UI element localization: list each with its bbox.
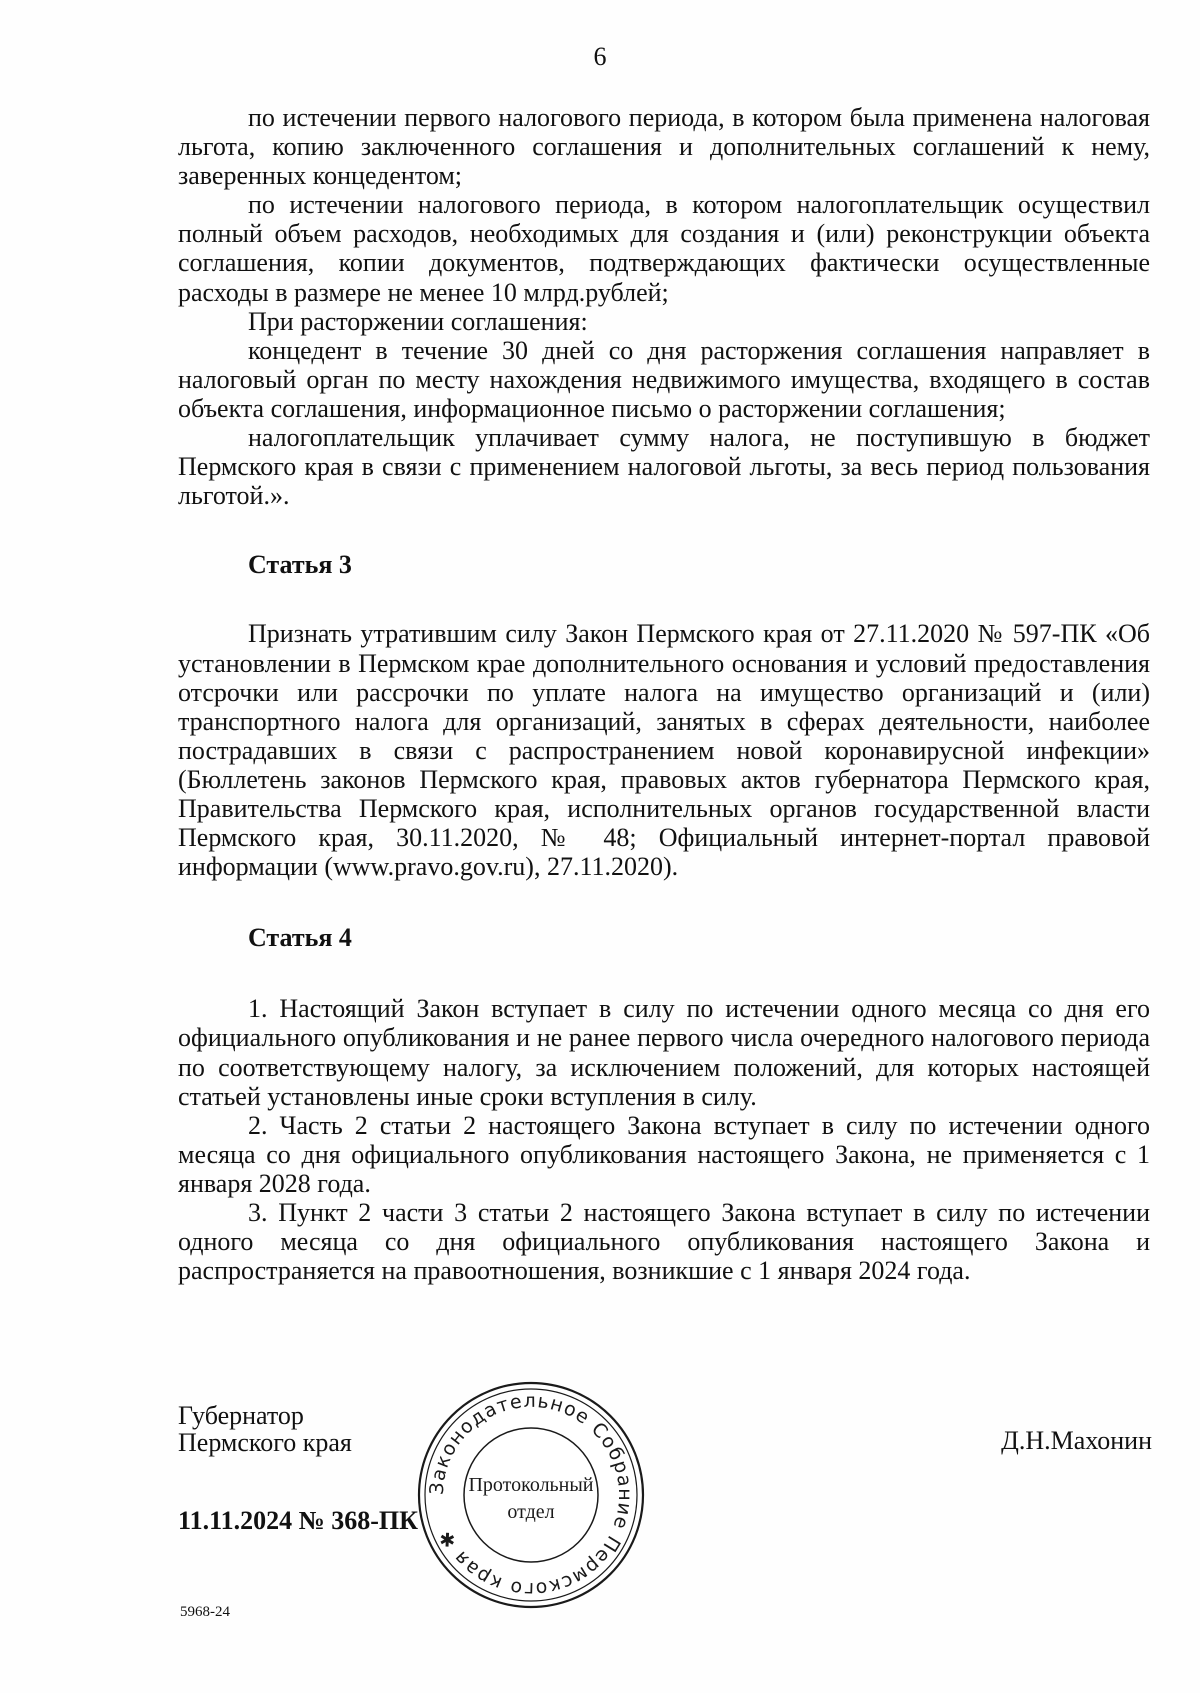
article-3-text: Признать утратившим силу Закон Пермского края от 27.11.2020 № 597-ПК «Об установлении в Пермском крае дополнительного основания и условий предоставления отсрочки или рассрочки по уплате налога на имущество организаций и (или) транспортного налога для организаций, занятых в сферах деятельности, наиболее пострадавших в связи с распространением новой коронавирусной инфекции» (Бюллетень законов Пермского края, правовых актов губернатора Пермского края, Правительства Пермского края, исполнительных органов государственной власти Пермского края, 30.11.2020, № 48; Официальный интернет-портал правовой информации (www.pravo.gov.ru), 27.11.2020). xyxy=(178,619,1150,882)
article-4-item-3: 3. Пункт 2 части 3 статьи 2 настоящего Закона вступает в силу по истечении одного месяца со дня официального опубликования настоящего Закона и распространяется на правоотношения, возникшие с 1 января 2024 года. xyxy=(178,1198,1150,1286)
official-stamp xyxy=(414,1378,648,1612)
stamp-center-line-2: отдел xyxy=(507,1501,555,1523)
paragraph: по истечении первого налогового периода, в котором была применена налоговая льгота, копию заключенного соглашения и дополнительных соглашений к нему, заверенных концедентом; xyxy=(178,103,1150,191)
paragraph: При расторжении соглашения: xyxy=(248,306,588,336)
document-body xyxy=(178,103,1150,1285)
article-3-heading: Статья 3 xyxy=(248,550,352,580)
article-4-item-1: 1. Настоящий Закон вступает в силу по истечении одного месяца со дня его официального опубликования и не ранее первого числа очередного налогового периода по соответствующему налогу, за исключением положений, для которых настоящей статьей установлены иные сроки вступления в силу. xyxy=(178,994,1150,1111)
stamp-ring-text: Законодательное Собрание Пермского края ✱ xyxy=(425,1389,637,1601)
article-4-item-2: 2. Часть 2 статьи 2 настоящего Закона вступает в силу по истечении одного месяца со дня официального опубликования настоящего Закона, не применяется с 1 января 2028 года. xyxy=(178,1110,1150,1198)
signatory-title-line-1: Губернатор xyxy=(178,1401,304,1430)
signatory-title-line-2: Пермского края xyxy=(178,1428,352,1457)
stamp-center-line-1: Протокольный xyxy=(468,1474,594,1496)
signatory-title xyxy=(178,1402,352,1456)
paragraph: налогоплательщик уплачивает сумму налога, не поступившую в бюджет Пермского края в связи с применением налоговой льготы, за весь период пользования льготой.». xyxy=(178,423,1150,511)
paragraph: по истечении налогового периода, в котором налогоплательщик осуществил полный объем расходов, необходимых для создания и (или) реконструкции объекта соглашения, копии документов, подтверждающих фактически осуществленные расходы в размере не менее 10 млрд.рублей; xyxy=(178,190,1150,307)
page-number: 6 xyxy=(593,42,607,71)
paragraph: концедент в течение 30 дней со дня расторжения соглашения направляет в налоговый орган по месту нахождения недвижимого имущества, входящего в состав объекта соглашения, информационное письмо о расторжении соглашения; xyxy=(178,335,1150,423)
document-code: 5968-24 xyxy=(180,1604,230,1620)
signatory-name: Д.Н.Махонин xyxy=(1001,1426,1152,1455)
law-date-number: 11.11.2024 № 368-ПК xyxy=(178,1506,418,1535)
article-4-heading: Статья 4 xyxy=(248,923,352,953)
